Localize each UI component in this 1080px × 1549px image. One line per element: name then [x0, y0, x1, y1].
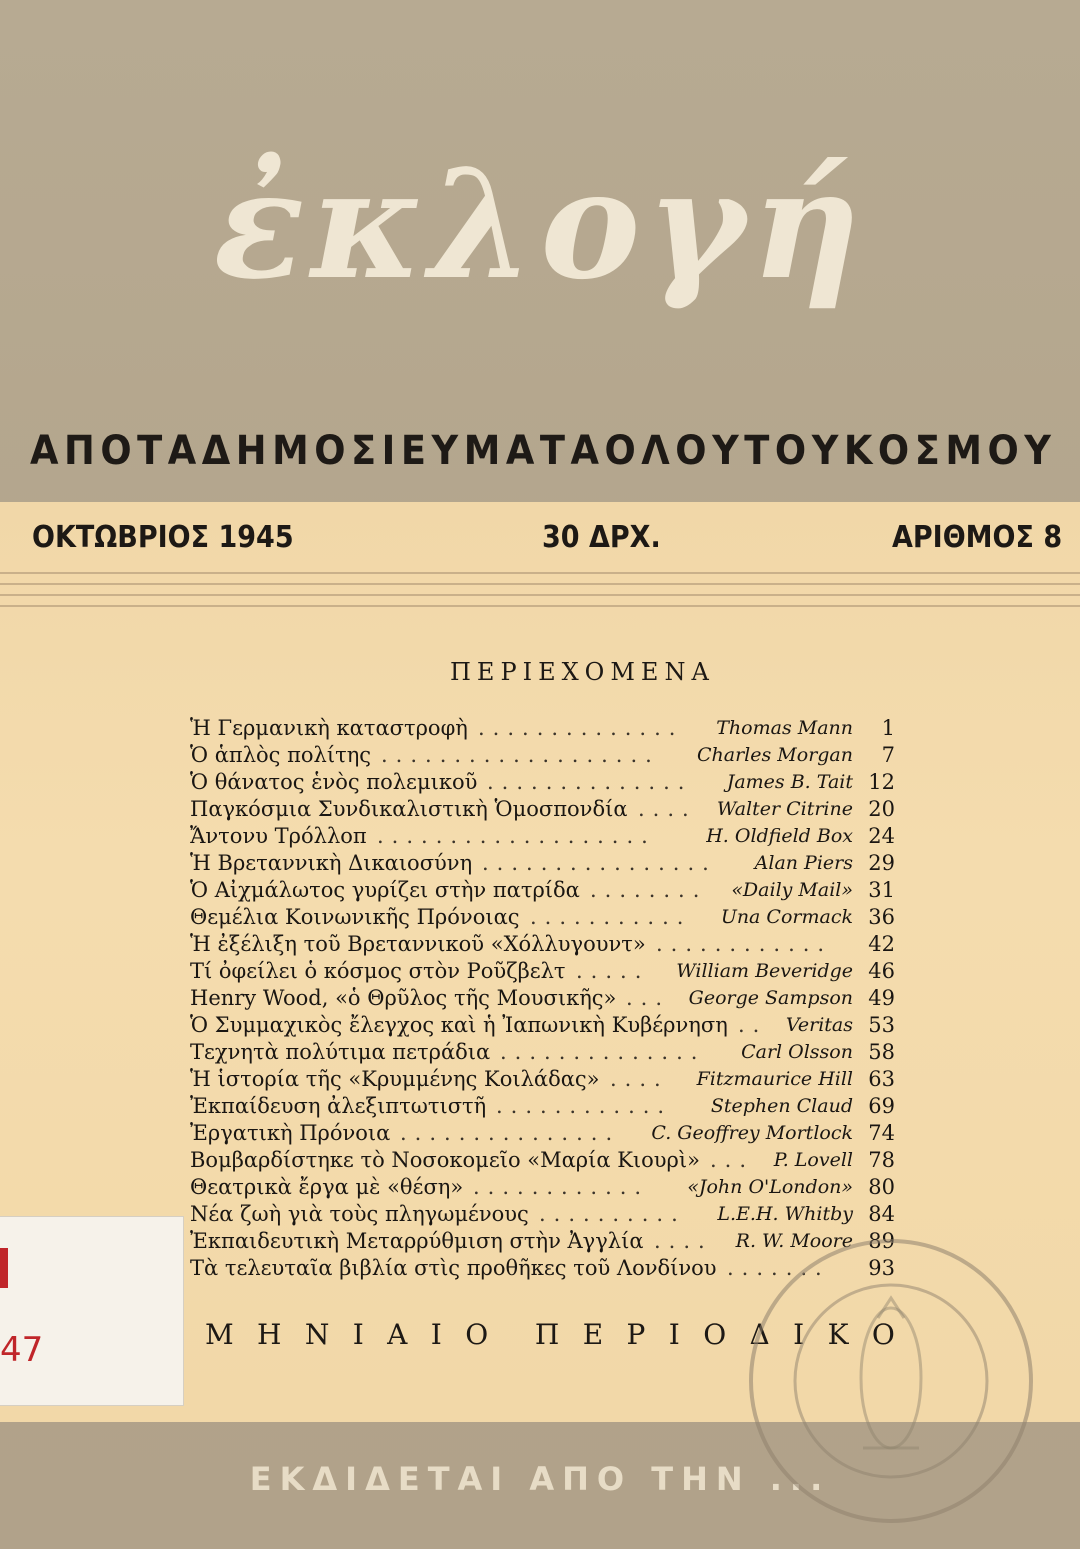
issue-info-bar: [32, 520, 1063, 564]
toc-entry: [190, 1040, 895, 1067]
leader-dots: ..: [738, 1013, 768, 1037]
toc-author: Walter Citrine: [716, 798, 853, 820]
toc-author: George Sampson: [688, 987, 853, 1009]
toc-author: Alan Piers: [754, 852, 853, 874]
monthly-letter: Η: [257, 1318, 282, 1351]
tagline-word: ΑΠΟ: [30, 428, 138, 474]
toc-page: 93: [868, 1256, 895, 1280]
toc-page: 46: [868, 959, 895, 983]
contents-heading: ΠΕΡΙΕΧΟΜΕΝΑ: [450, 658, 715, 686]
monthly-letter: Ι: [352, 1318, 364, 1351]
toc-title: Βομβαρδίστηκε τὸ Νοσοκομεῖο «Μαρία Κιουρὶ»: [190, 1148, 700, 1172]
sticker-red-mark: [0, 1248, 8, 1288]
monthly-letter: Κ: [827, 1318, 849, 1351]
toc-title: Τί ὀφείλει ὁ κόσμος στὸν Ροῦζβελτ: [190, 959, 566, 983]
tagline-word: ΟΛΟΥ: [604, 428, 745, 474]
toc-page: 84: [868, 1202, 895, 1226]
issue-number: ΑΡΙΘΜΟΣ 8: [892, 520, 1063, 555]
toc-page: 20: [868, 797, 895, 821]
monthly-letter: Ρ: [626, 1318, 646, 1351]
toc-page: 24: [868, 824, 895, 848]
tagline-word: ΤΑ: [137, 428, 202, 474]
monthly-letter: Μ: [205, 1318, 234, 1351]
toc-entry: [190, 851, 895, 878]
leader-dots: ....: [638, 797, 697, 821]
monthly-letter: Ο: [871, 1318, 895, 1351]
toc-title: Θεατρικὰ ἔργα μὲ «θέση»: [190, 1175, 464, 1199]
toc-page: 74: [868, 1121, 895, 1145]
toc-author: Stephen Claud: [710, 1095, 853, 1117]
issue-date: ΟΚΤΩΒΡΙΟΣ 1945: [32, 520, 294, 555]
toc-entry: [190, 770, 895, 797]
toc-title: Ἐργατικὴ Πρόνοια: [190, 1121, 391, 1145]
leader-dots: .......: [727, 1256, 830, 1280]
leader-dots: ................: [482, 851, 717, 875]
toc-entry: [190, 797, 895, 824]
leader-dots: ...........: [530, 905, 692, 929]
toc-entry: [190, 905, 895, 932]
toc-title: Henry Wood, «ὁ Θρῦλος τῆς Μουσικῆς»: [190, 986, 617, 1010]
leader-dots: ...................: [377, 824, 656, 848]
toc-page: 1: [881, 716, 895, 740]
leader-dots: ....: [654, 1229, 713, 1253]
toc-title: Ἐκπαιδευτικὴ Μεταρρύθμιση στὴν Ἀγγλία: [190, 1229, 644, 1253]
leader-dots: ............: [473, 1175, 650, 1199]
toc-entry: [190, 986, 895, 1013]
toc-title: Ἡ Γερμανικὴ καταστροφὴ: [190, 716, 468, 740]
toc-title: Ἡ Βρεταννικὴ Δικαιοσύνη: [190, 851, 473, 875]
magazine-title: ἐκλογή: [213, 137, 867, 313]
toc-entry: [190, 932, 895, 959]
tagline: [30, 428, 1057, 474]
publisher-footer: ΕΚΔΙΔΕΤΑΙ ΑΠΟ ΤΗΝ ...: [249, 1460, 831, 1498]
toc-author: Thomas Mann: [716, 717, 853, 739]
toc-author: C. Geoffrey Mortlock: [651, 1122, 853, 1144]
toc-entry: [190, 1175, 895, 1202]
toc-entry: [190, 716, 895, 743]
library-sticker: [0, 1216, 184, 1406]
toc-title: Ὁ θάνατος ἑνὸς πολεμικοῦ: [190, 770, 478, 794]
leader-dots: ..............: [500, 1040, 706, 1064]
toc-page: 7: [881, 743, 895, 767]
monthly-letter: Ι: [668, 1318, 680, 1351]
toc-page: 36: [868, 905, 895, 929]
toc-title: Παγκόσμια Συνδικαλιστικὴ Ὁμοσπονδία: [190, 797, 628, 821]
toc-title: Ἡ ἱστορία τῆς «Κρυμμένης Κοιλάδας»: [190, 1067, 600, 1091]
monthly-letter: Ο: [703, 1318, 727, 1351]
toc-title: Τὰ τελευταῖα βιβλία στὶς προθῆκες τοῦ Λονδίνου: [190, 1256, 717, 1280]
leader-dots: ..............: [487, 770, 693, 794]
toc-title: Ὁ Αἰχμάλωτος γυρίζει στὴν πατρίδα: [190, 878, 580, 902]
toc-author: Una Cormack: [720, 906, 853, 928]
sticker-number: 47: [0, 1330, 44, 1370]
toc-page: 53: [868, 1013, 895, 1037]
toc-page: 58: [868, 1040, 895, 1064]
toc-title: Νέα ζωὴ γιὰ τοὺς πληγωμένους: [190, 1202, 529, 1226]
toc-author: Fitzmaurice Hill: [696, 1068, 853, 1090]
toc-page: 63: [868, 1067, 895, 1091]
toc-page: 31: [868, 878, 895, 902]
leader-dots: ............: [656, 932, 833, 956]
toc-page: 89: [868, 1229, 895, 1253]
toc-author: L.E.H. Whitby: [717, 1203, 853, 1225]
toc-author: «Daily Mail»: [731, 879, 853, 901]
divider-line: [0, 594, 1080, 596]
toc-title: Ἐκπαίδευση ἀλεξιπτωτιστῆ: [190, 1094, 487, 1118]
toc-page: 78: [868, 1148, 895, 1172]
toc-entry: [190, 959, 895, 986]
monthly-letter: Α: [387, 1318, 408, 1351]
toc-title: Ὁ Συμμαχικὸς ἔλεγχος καὶ ἡ Ἰαπωνικὴ Κυβέρνηση: [190, 1013, 728, 1037]
monthly-letter: Ν: [304, 1318, 330, 1351]
toc-author: P. Lovell: [773, 1149, 853, 1171]
toc-author: H. Oldfield Box: [706, 825, 853, 847]
tagline-word: ΚΟΣΜΟΥ: [843, 428, 1057, 474]
toc-title: Θεμέλια Κοινωνικῆς Πρόνοιας: [190, 905, 520, 929]
toc-page: 69: [868, 1094, 895, 1118]
toc-entry: [190, 1202, 895, 1229]
table-of-contents: [190, 716, 895, 1283]
toc-page: 29: [868, 851, 895, 875]
leader-dots: ........: [590, 878, 708, 902]
toc-author: James B. Tait: [726, 771, 853, 793]
toc-entry: [190, 1094, 895, 1121]
toc-title: Ἡ ἐξέλιξη τοῦ Βρεταννικοῦ «Χόλλυγουντ»: [190, 932, 646, 956]
leader-dots: ..............: [478, 716, 684, 740]
monthly-letter: Ι: [793, 1318, 805, 1351]
divider-line: [0, 605, 1080, 607]
toc-entry: [190, 743, 895, 770]
toc-author: «John O'London»: [687, 1176, 853, 1198]
toc-entry: [190, 878, 895, 905]
toc-entry: [190, 1067, 895, 1094]
monthly-letter: Ο: [465, 1318, 489, 1351]
toc-page: 80: [868, 1175, 895, 1199]
tagline-word: ΔΗΜΟΣΙΕΥΜΑΤΑ: [201, 428, 605, 474]
monthly-letter: Ε: [582, 1318, 604, 1351]
toc-page: 49: [868, 986, 895, 1010]
library-seal-stamp: [735, 1228, 1044, 1534]
toc-title: Τεχνητὰ πολύτιμα πετράδια: [190, 1040, 491, 1064]
toc-entry: [190, 1148, 895, 1175]
leader-dots: ...: [626, 986, 671, 1010]
leader-dots: ...............: [400, 1121, 621, 1145]
leader-dots: ..........: [539, 1202, 686, 1226]
leader-dots: ....: [610, 1067, 669, 1091]
toc-title: Ἄντονυ Τρόλλοπ: [190, 824, 367, 848]
toc-page: 12: [868, 770, 895, 794]
leader-dots: ...................: [381, 743, 660, 767]
toc-entry: [190, 1013, 895, 1040]
toc-author: Carl Olsson: [741, 1041, 853, 1063]
toc-author: R. W. Moore: [735, 1230, 853, 1252]
leader-dots: .....: [576, 959, 650, 983]
monthly-letter: Ι: [430, 1318, 442, 1351]
leader-dots: ............: [496, 1094, 673, 1118]
toc-author: Charles Morgan: [697, 744, 853, 766]
toc-page: 42: [868, 932, 895, 956]
toc-author: Veritas: [785, 1014, 853, 1036]
issue-price: 30 ΔΡΧ.: [542, 520, 661, 555]
divider-line: [0, 572, 1080, 574]
monthly-letter: Π: [534, 1318, 560, 1351]
monthly-letter: Δ: [749, 1318, 770, 1351]
toc-title: Ὁ ἁπλὸς πολίτης: [190, 743, 372, 767]
toc-entry: [190, 1121, 895, 1148]
toc-author: William Beveridge: [676, 960, 853, 982]
toc-entry: [190, 824, 895, 851]
divider-line: [0, 583, 1080, 585]
leader-dots: ...: [710, 1148, 755, 1172]
tagline-word: ΤΟΥ: [744, 428, 844, 474]
